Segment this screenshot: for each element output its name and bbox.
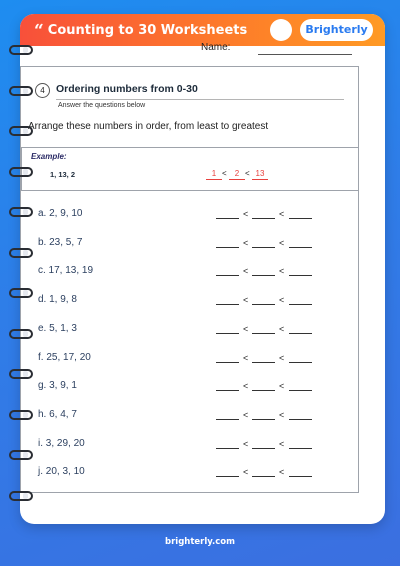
footer-website: brighterly.com [165, 537, 235, 547]
less-than-sign-1: < [243, 467, 249, 478]
answer-blank-2[interactable] [252, 448, 275, 449]
answer-blank-3[interactable] [289, 247, 312, 248]
binding-ring [9, 126, 33, 136]
less-than-sign-1: < [243, 295, 249, 306]
less-than-sign-2: < [279, 295, 285, 306]
question-text: e. 5, 1, 3 [38, 322, 77, 334]
binding-ring [9, 167, 33, 177]
example-box [21, 147, 359, 191]
question-row [38, 208, 348, 222]
task-number: 4 [35, 83, 50, 98]
answer-blank-2[interactable] [252, 390, 275, 391]
binding-ring [9, 329, 33, 339]
answer-blank-1[interactable] [216, 476, 239, 477]
worksheet-title [34, 21, 247, 41]
less-than-sign-1: < [243, 323, 249, 334]
question-text: g. 3, 9, 1 [38, 380, 77, 392]
answer-blank-2[interactable] [252, 333, 275, 334]
question-row [38, 323, 348, 337]
binding-ring [9, 248, 33, 258]
answer-blank-3[interactable] [289, 304, 312, 305]
less-than-sign-2: < [279, 352, 285, 363]
binding-ring [9, 410, 33, 420]
binding-ring [9, 45, 33, 55]
circle-icon [270, 19, 292, 41]
answer-blank-1[interactable] [216, 275, 239, 276]
answer-blank-2[interactable] [252, 304, 275, 305]
question-text: d. 1, 9, 8 [38, 294, 77, 306]
question-text: h. 6, 4, 7 [38, 408, 77, 420]
question-text: i. 3, 29, 20 [38, 437, 85, 449]
less-than-sign-2: < [279, 409, 285, 420]
less-than-sign-1: < [243, 381, 249, 392]
answer-blank-1[interactable] [216, 362, 239, 363]
question-text: c. 17, 13, 19 [38, 265, 94, 277]
answer-blank-1[interactable] [216, 218, 239, 219]
question-text: b. 23, 5, 7 [38, 236, 83, 248]
answer-blank-3[interactable] [289, 419, 312, 420]
binding-ring [9, 288, 33, 298]
less-than-sign-1: < [243, 352, 249, 363]
example-label: Example: [31, 152, 67, 161]
answer-blank-2[interactable] [252, 476, 275, 477]
task-title-divider [56, 99, 344, 100]
answer-blank-3[interactable] [289, 476, 312, 477]
question-row [38, 409, 348, 423]
answer-blank-2[interactable] [252, 275, 275, 276]
answer-blank-1[interactable] [216, 304, 239, 305]
example-less-than-1: < [222, 169, 227, 178]
answer-blank-2[interactable] [252, 362, 275, 363]
less-than-sign-2: < [279, 323, 285, 334]
less-than-sign-2: < [279, 237, 285, 248]
brighterly-logo: Brighterly [300, 19, 373, 41]
answer-blank-1[interactable] [216, 448, 239, 449]
less-than-sign-1: < [243, 438, 249, 449]
question-row [38, 438, 348, 452]
example-answer-1: 1 [206, 169, 222, 180]
binding-ring [9, 207, 33, 217]
answer-blank-2[interactable] [252, 218, 275, 219]
less-than-sign-1: < [243, 237, 249, 248]
binding-ring [9, 369, 33, 379]
example-answer-2: 2 [229, 169, 245, 180]
question-text: f. 25, 17, 20 [38, 351, 91, 363]
answer-blank-3[interactable] [289, 333, 312, 334]
question-row [38, 466, 348, 480]
answer-blank-3[interactable] [289, 275, 312, 276]
less-than-sign-2: < [279, 467, 285, 478]
question-text: a. 2, 9, 10 [38, 208, 83, 219]
quote-icon: “ [34, 21, 44, 41]
less-than-sign-1: < [243, 266, 249, 277]
name-label: Name: [201, 42, 231, 53]
question-row [38, 265, 348, 279]
less-than-sign-1: < [243, 209, 249, 219]
answer-blank-3[interactable] [289, 362, 312, 363]
less-than-sign-2: < [279, 266, 285, 277]
binding-ring [9, 491, 33, 501]
question-text: j. 20, 3, 10 [38, 466, 85, 478]
answer-blank-2[interactable] [252, 247, 275, 248]
question-row [38, 237, 348, 251]
worksheet-title-text: Counting to 30 Worksheets [47, 23, 248, 38]
less-than-sign-2: < [279, 381, 285, 392]
less-than-sign-2: < [279, 209, 285, 219]
answer-blank-1[interactable] [216, 419, 239, 420]
task-subtitle: Answer the questions below [58, 102, 146, 109]
example-numbers: 1, 13, 2 [50, 170, 76, 179]
answer-blank-1[interactable] [216, 333, 239, 334]
binding-ring [9, 450, 33, 460]
less-than-sign-2: < [279, 438, 285, 449]
answer-blank-3[interactable] [289, 390, 312, 391]
question-row [38, 380, 348, 394]
task-title: Ordering numbers from 0-30 [56, 83, 198, 95]
answer-blank-1[interactable] [216, 390, 239, 391]
example-less-than-2: < [245, 169, 250, 178]
task-instructions: Arrange these numbers in order, from least to greatest [28, 121, 269, 132]
less-than-sign-1: < [243, 409, 249, 420]
question-row [38, 294, 348, 308]
answer-blank-2[interactable] [252, 419, 275, 420]
answer-blank-3[interactable] [289, 218, 312, 219]
answer-blank-1[interactable] [216, 247, 239, 248]
name-field[interactable] [258, 54, 352, 55]
answer-blank-3[interactable] [289, 448, 312, 449]
example-answer-3: 13 [252, 169, 268, 180]
binding-ring [9, 86, 33, 96]
question-row [38, 352, 348, 366]
